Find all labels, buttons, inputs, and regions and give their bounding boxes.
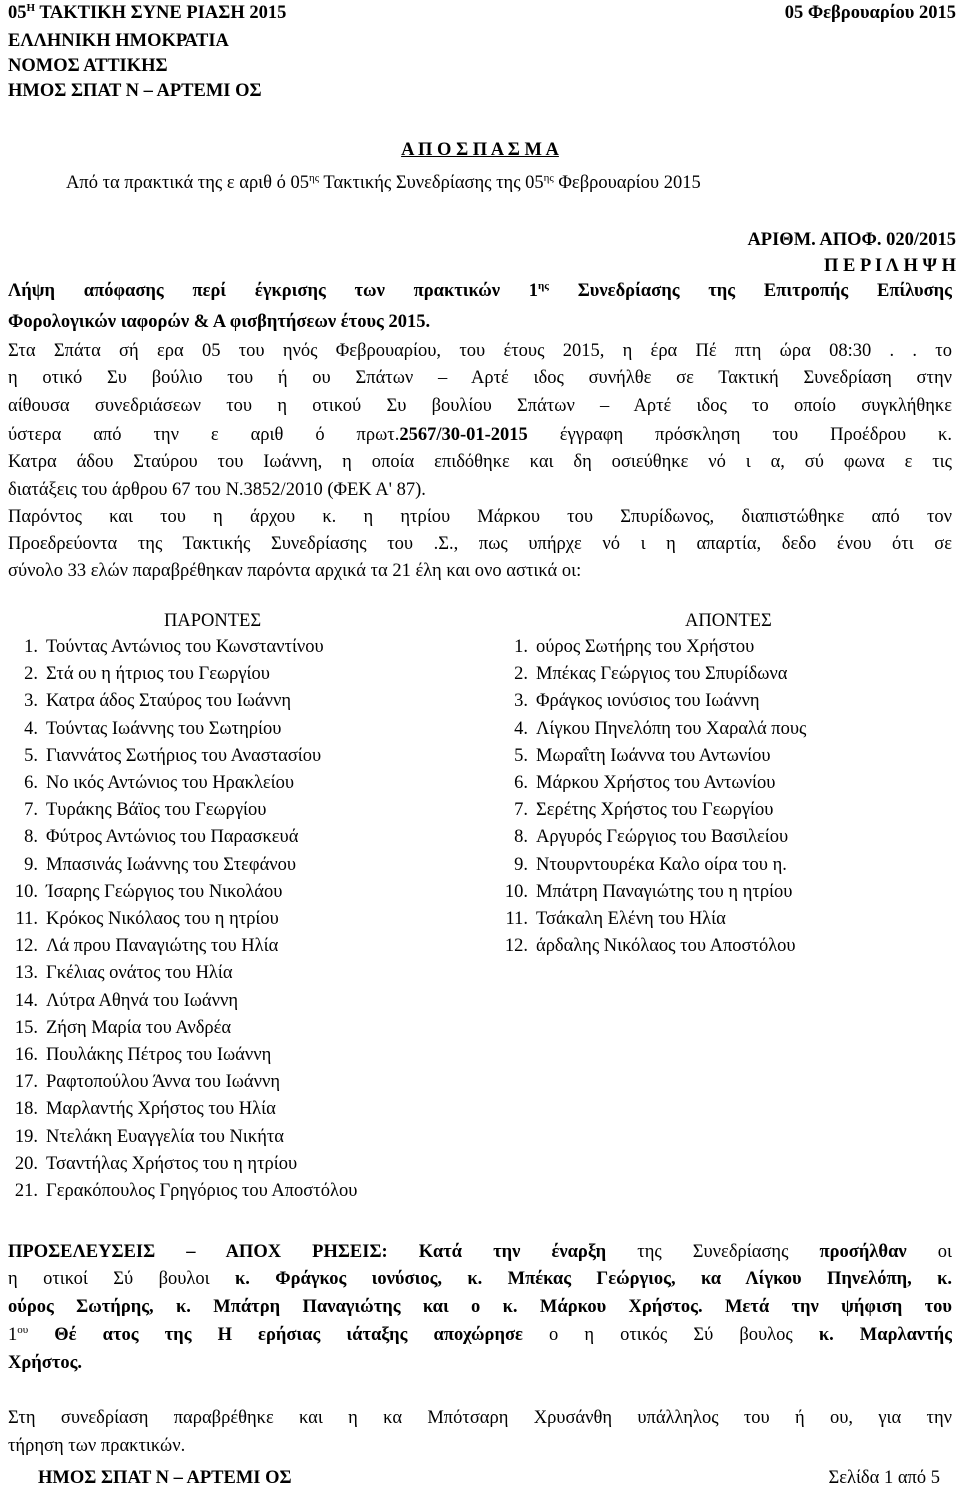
body-line-9: σύνολο 33 ελών παραβρέθηκαν παρόντα αρχικά τα 21 έλη και ονο αστικά οι: [8, 561, 582, 581]
present-list-item [8, 718, 281, 740]
present-item-name: Τούντας Αντώνιος του Κωνσταντίνου [46, 637, 324, 657]
present-item-name: Πουλάκης Πέτρος του Ιωάννη [46, 1045, 272, 1065]
absent-list-item [498, 854, 787, 876]
absent-item-number: 7. [514, 800, 528, 821]
present-item-name: Κατρα άδος Σταύρος του Ιωάννη [46, 691, 292, 712]
issuer-prefecture: ΝΟΜΟΣ ΑΤΤΙΚΗΣ [8, 56, 168, 76]
absent-list-item [498, 745, 771, 767]
absent-item-number: 12. [504, 936, 528, 957]
present-item-name: Ραφτοπούλου Άννα του Ιωάννη [46, 1072, 281, 1093]
absent-item-name: Μπέκας Γεώργιος του Σπυρίδωνα [536, 664, 788, 685]
absent-item-number: 1. [514, 637, 528, 657]
arrivals-line-3: ούρος Σωτήρης, κ. Μπάτρη Παναγιώτης και ο κ. Μάρκου Χρήστος. Μετά την ψήφιση του [8, 1297, 952, 1317]
absent-item-number: 6. [514, 773, 528, 793]
absent-item-number: 3. [514, 691, 528, 712]
present-item-number: 20. [14, 1153, 38, 1174]
present-item-name: Τυράκης Βάϊος του Γεωργίου [46, 800, 267, 821]
present-item-number: 11. [15, 909, 38, 929]
present-item-number: 13. [14, 963, 38, 984]
present-item-name: Ντελάκη Ευαγγελία του Νικήτα [46, 1126, 284, 1147]
present-list-item [8, 690, 291, 712]
present-title: ΠΑΡΟΝΤΕΣ [164, 611, 262, 631]
present-item-name: Γκέλιας ονάτος του Ηλία [46, 963, 233, 984]
present-list-item [8, 1071, 280, 1093]
present-list-item [8, 1126, 284, 1148]
arrivals-line-2: η οτικοί Σύ βουλοι κ. Φράγκος ιονύσιος, κ. Μπέκας Γεώργιος, κα Λίγκου Πηνελόπη, κ. [8, 1269, 952, 1289]
present-item-name: Ζήση Μαρία του Ανδρέα [46, 1017, 232, 1038]
present-list-item [8, 826, 298, 848]
summary-line-2: Φορολογικών ιαφορών & Α φισβητήσεων έτους 2015. [8, 312, 431, 332]
absent-list-item [498, 826, 788, 848]
closing-line-2: τήρηση των πρακτικών. [8, 1436, 186, 1456]
present-item-number: 4. [24, 718, 38, 739]
page-header-left: $05^H$ ΤΑΚΤΙΚΗ ΣΥΝΕ ΡΙΑΣΗ 2015 [8, 2, 287, 23]
present-item-number: 19. [14, 1126, 38, 1147]
present-list-item [8, 663, 270, 685]
present-item-name: Κρόκος Νικόλαος του η ητρίου [46, 909, 279, 929]
present-item-number: 5. [24, 745, 38, 766]
present-item-number: 12. [14, 936, 38, 957]
body-line-1: Στα Σπάτα σή ερα 05 του ηνός Φεβρουαρίου, του έτους 2015, η έρα Πέ πτη ώρα 08:30 . . το [8, 341, 952, 361]
present-list-item [8, 1153, 297, 1175]
present-item-name: Φύτρος Αντώνιος του Παρασκευά [46, 827, 299, 848]
document-subtitle: Από τα πρακτικά της ε αριθ ό $05^{\eta\varsigma}$ Τακτικής Συνεδρίασης της $05^{\eta\varsigma}$ Φεβρουαρίου 2015 [66, 172, 701, 193]
summary-label: Π Ε Ρ Ι Λ Η Ψ Η [823, 256, 956, 276]
body-line-7: Παρόντος και του η άρχου κ. η ητρίου Μάρκου του Σπυρίδωνος, διαπιστώθηκε από τον [8, 507, 952, 527]
absent-item-name: ούρος Σωτήρης του Χρήστου [536, 637, 755, 657]
decision-number: ΑΡΙΘΜ. ΑΠΟΦ. 020/2015 [747, 230, 956, 250]
arrivals-line-1: ΠΡΟΣΕΛΕΥΣΕΙΣ – ΑΠΟΧ ΡΗΣΕΙΣ: Κατά την έναρξη της Συνεδρίασης προσήλθαν οι [8, 1242, 952, 1262]
present-item-name: Τσαντήλας Χρήστος του η ητρίου [46, 1153, 298, 1174]
present-list-item [8, 799, 266, 821]
absent-item-name: άρδαλης Νικόλαος του Αποστόλου [536, 936, 796, 957]
document-title: Α Π Ο Σ Π Α Σ Μ Α [401, 140, 559, 160]
absent-item-number: 4. [514, 718, 528, 739]
present-item-number: 2. [24, 664, 38, 685]
absent-title: ΑΠΟΝΤΕΣ [685, 611, 772, 631]
absent-item-name: Μωραΐτη Ιωάννα του Αντωνίου [536, 745, 771, 766]
absent-item-name: Ντουρντουρέκα Καλο οίρα του η. [536, 854, 787, 875]
absent-item-name: Φράγκος ιονύσιος του Ιωάννη [536, 691, 760, 712]
present-list-item [8, 935, 278, 957]
present-item-number: 9. [24, 854, 38, 875]
present-list-item [8, 772, 294, 794]
present-item-name: Λύτρα Αθηνά του Ιωάννη [46, 990, 239, 1011]
present-item-number: 8. [24, 827, 38, 848]
absent-list-item [498, 690, 760, 712]
present-item-number: 3. [24, 691, 38, 712]
absent-item-name: Μπάτρη Παναγιώτης του η ητρίου [536, 881, 793, 902]
body-line-5: Κατρα άδου Σταύρου του Ιωάννη, η οποία επιδόθηκε και δη οσιεύθηκε νό ι α, σύ φωνα ε τις [8, 452, 952, 472]
present-item-number: 7. [24, 800, 38, 821]
present-item-number: 15. [14, 1017, 38, 1038]
closing-line-1: Στη συνεδρίαση παραβρέθηκε και η κα Μπότσαρη Χρυσάνθη υπάλληλος του ή ου, για την [8, 1408, 952, 1428]
present-item-name: Ίσαρης Γεώργιος του Νικολάου [46, 881, 283, 902]
present-item-number: 14. [14, 990, 38, 1011]
absent-item-number: 10. [504, 881, 528, 902]
arrivals-line-4: $1^{o\upsilon}$ Θέ ατος της Η ερήσιας ιάταξης αποχώρησε ο η οτικός Σύ βουλος κ. Μαρλαντής [8, 1324, 952, 1345]
absent-list-item [498, 772, 775, 794]
present-item-name: Γιαννάτος Σωτήριος του Αναστασίου [46, 745, 322, 766]
present-item-name: Τούντας Ιωάννης του Σωτηρίου [46, 718, 282, 739]
absent-item-number: 5. [514, 745, 528, 766]
absent-list-item [498, 799, 773, 821]
absent-list-item [498, 636, 754, 658]
present-item-name: Μαρλαντής Χρήστος του Ηλία [46, 1099, 276, 1120]
present-item-number: 1. [24, 637, 38, 657]
present-item-number: 21. [14, 1181, 38, 1201]
absent-item-name: Αργυρός Γεώργιος του Βασιλείου [536, 827, 789, 848]
summary-line-1: Λήψη απόφασης περί έγκρισης των πρακτικών $1^{\eta\varsigma}$ Συνεδρίασης της Επιτροπής Επίλυσης [8, 280, 952, 301]
absent-list-item [498, 881, 792, 903]
present-list-item [8, 636, 324, 658]
present-list-item [8, 908, 279, 930]
absent-list-item [498, 663, 787, 685]
present-list-item [8, 1098, 276, 1120]
absent-item-number: 11. [505, 909, 528, 929]
present-list-item [8, 745, 321, 767]
body-line-8: Προεδρεύοντα της Τακτικής Συνεδρίασης του .Σ., πως υπήρχε νό ι η απαρτία, δεδο ένου ότι σε [8, 534, 952, 554]
present-item-name: Λά πρου Παναγιώτης του Ηλία [46, 936, 279, 957]
absent-item-name: Μάρκου Χρήστος του Αντωνίου [536, 773, 776, 793]
absent-item-name: Σερέτης Χρήστος του Γεωργίου [536, 800, 774, 821]
present-list-item [8, 854, 296, 876]
body-line-4: ύστερα από την ε αριθ ό πρωτ.2567/30-01-2015 έγγραφη πρόσκληση του Προέδρου κ. [8, 425, 952, 445]
footer-page-number: Σελίδα 1 από 5 [828, 1468, 940, 1488]
present-item-name: Μπασινάς Ιωάννης του Στεφάνου [46, 854, 297, 875]
present-item-name: Νο ικός Αντώνιος του Ηρακλείου [46, 773, 295, 793]
body-line-2: η οτικό Συ βούλιο του ή ου Σπάτων – Αρτέ ιδος συνήλθε σε Τακτική Συνεδρίαση στην [8, 368, 952, 388]
body-line-6: διατάξεις του άρθρου 67 του Ν.3852/2010 (ΦΕΚ Α' 87). [8, 480, 426, 500]
absent-item-number: 2. [514, 664, 528, 685]
present-list-item [8, 1044, 271, 1066]
absent-item-name: Λίγκου Πηνελόπη του Χαραλά πους [536, 718, 807, 739]
present-list-item [8, 1017, 231, 1039]
present-item-number: 18. [14, 1099, 38, 1120]
arrivals-line-5: Χρήστος. [8, 1353, 83, 1373]
absent-item-number: 9. [514, 854, 528, 875]
present-list-item [8, 990, 238, 1012]
present-item-number: 6. [24, 773, 38, 793]
issuer-municipality: ΗΜΟΣ ΣΠΑΤ Ν – ΑΡΤΕΜΙ ΟΣ [8, 81, 262, 101]
present-list-item [8, 881, 282, 903]
body-line-3: αίθουσα συνεδριάσεων του η οτικού Συ βουλίου Σπάτων – Αρτέ ιδος το οποίο συγκλήθηκε [8, 396, 952, 416]
present-item-name: Γερακόπουλος Γρηγόριος του Αποστόλου [46, 1181, 358, 1201]
absent-list-item [498, 935, 796, 957]
issuer-country: ΕΛΛΗΝΙΚΗ ΗΜΟΚΡΑΤΙΑ [8, 31, 229, 51]
present-list-item [8, 1180, 357, 1202]
present-item-number: 10. [14, 881, 38, 902]
page-header-date: 05 Φεβρουαρίου 2015 [784, 3, 956, 23]
absent-item-name: Τσάκαλη Ελένη του Ηλία [536, 909, 726, 929]
present-list-item [8, 962, 233, 984]
footer-municipality: ΗΜΟΣ ΣΠΑΤ Ν – ΑΡΤΕΜΙ ΟΣ [38, 1468, 292, 1488]
present-item-name: Στά ου η ήτριος του Γεωργίου [46, 664, 270, 685]
absent-list-item [498, 908, 726, 930]
absent-item-number: 8. [514, 827, 528, 848]
present-item-number: 17. [14, 1072, 38, 1093]
absent-list-item [498, 718, 806, 740]
present-item-number: 16. [14, 1045, 38, 1065]
